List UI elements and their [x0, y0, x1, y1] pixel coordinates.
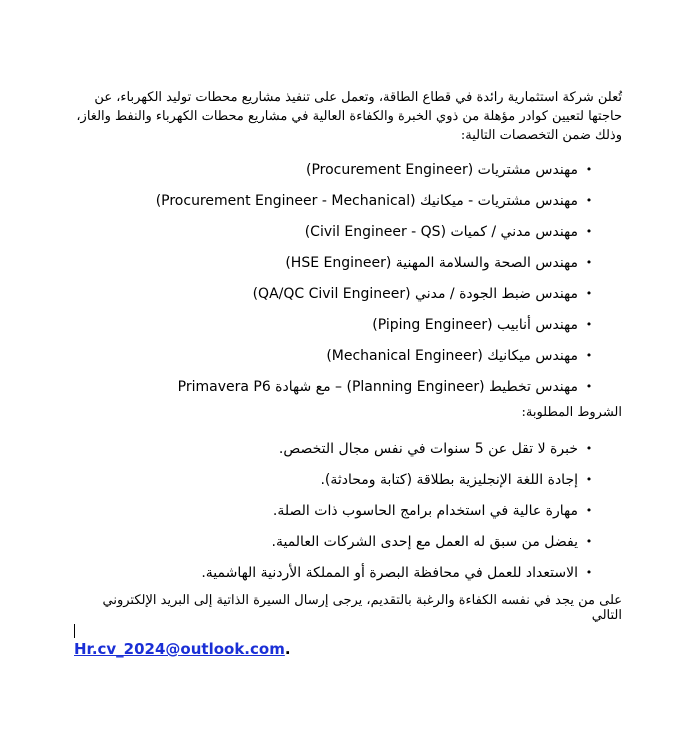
condition-text: خبرة لا تقل عن 5 سنوات في نفس مجال التخصص.: [278, 440, 578, 457]
condition-text: إجادة اللغة الإنجليزية بطلاقة (كتابة ومحادثة).: [320, 471, 578, 488]
list-item: [0, 371, 692, 402]
intro-paragraph: تُعلن شركة استثمارية رائدة في قطاع الطاقة، وتعمل على تنفيذ مشاريع محطات توليد الكهرباء، عن حاجتها لتعيين كوادر مؤهلة من ذوي الخبرة والكفاءة العالية في مشاريع محطات الكهرباء والنفط والغاز، وذلك ضمن التخصصات التالية:: [76, 90, 622, 143]
email-line: [74, 640, 291, 658]
list-item: [0, 278, 692, 309]
bullet-icon: •: [585, 287, 593, 300]
specialty-text: مهندس أنابيب (Piping Engineer): [372, 316, 578, 333]
conditions-heading: الشروط المطلوبة:: [521, 405, 622, 420]
condition-text: مهارة عالية في استخدام برامج الحاسوب ذات الصلة.: [272, 502, 578, 519]
specialty-text: مهندس الصحة والسلامة المهنية (HSE Engineer): [285, 254, 578, 271]
list-item: [0, 526, 692, 557]
list-item: [0, 216, 692, 247]
bullet-icon: •: [585, 504, 593, 517]
list-item: [0, 557, 692, 588]
text-cursor: [74, 624, 75, 638]
condition-text: يفضل من سبق له العمل مع إحدى الشركات العالمية.: [271, 533, 578, 550]
specialty-text: مهندس تخطيط (Planning Engineer) – مع شهادة Primavera P6: [177, 378, 578, 395]
email-period: .: [284, 640, 291, 658]
bullet-icon: •: [585, 566, 593, 579]
list-item: [0, 309, 692, 340]
bullet-icon: •: [585, 380, 593, 393]
condition-text: الاستعداد للعمل في محافظة البصرة أو المملكة الأردنية الهاشمية.: [201, 564, 578, 581]
specialty-text: مهندس مدني / كميات (Civil Engineer - QS): [304, 223, 578, 240]
specialty-text: مهندس ميكانيك (Mechanical Engineer): [326, 347, 578, 364]
apply-instructions: على من يجد في نفسه الكفاءة والرغبة بالتقديم، يرجى إرسال السيرة الذاتية إلى البريد الإلكتروني التالي: [102, 593, 622, 623]
bullet-icon: •: [585, 163, 593, 176]
bullet-icon: •: [585, 349, 593, 362]
email-link[interactable]: Hr.cv_2024@outlook.com: [74, 640, 285, 658]
bullet-icon: •: [585, 225, 593, 238]
bullet-icon: •: [585, 256, 593, 269]
bullet-icon: •: [585, 318, 593, 331]
bullet-icon: •: [585, 442, 593, 455]
list-item: [0, 495, 692, 526]
specialty-text: مهندس مشتريات (Procurement Engineer): [306, 161, 578, 178]
list-item: [0, 340, 692, 371]
specialty-text: مهندس ضبط الجودة / مدني (QA/QC Civil Engineer): [252, 285, 578, 302]
list-item: [0, 464, 692, 495]
bullet-icon: •: [585, 194, 593, 207]
list-item: [0, 433, 692, 464]
bullet-icon: •: [585, 535, 593, 548]
list-item: [0, 247, 692, 278]
list-item: [0, 154, 692, 185]
bullet-icon: •: [585, 473, 593, 486]
list-item: [0, 185, 692, 216]
specialty-text: مهندس مشتريات - ميكانيك (Procurement Engineer - Mechanical): [155, 192, 578, 209]
